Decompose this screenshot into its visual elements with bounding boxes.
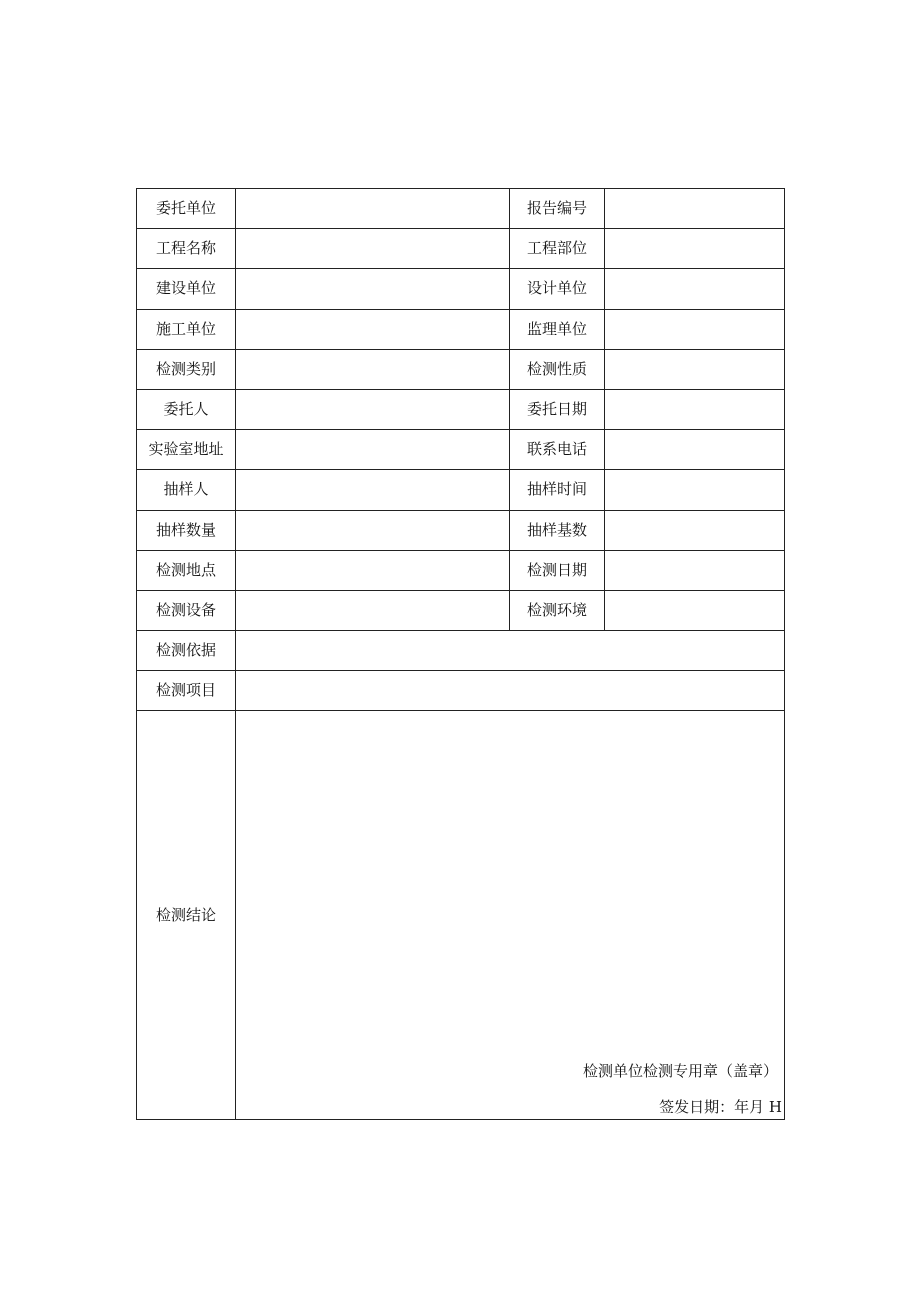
contact-phone-label: 联系电话 (510, 430, 605, 470)
conclusion-field[interactable] (236, 711, 785, 1120)
contractor-unit-field[interactable] (236, 309, 510, 349)
conclusion-label: 检测结论 (137, 711, 236, 1120)
lab-address-label: 实验室地址 (137, 430, 236, 470)
test-date-label: 检测日期 (510, 550, 605, 590)
form-row-test-location (137, 550, 785, 590)
sample-base-label: 抽样基数 (510, 510, 605, 550)
design-unit-field[interactable] (605, 269, 785, 309)
test-environment-label: 检测环境 (510, 590, 605, 630)
project-name-label: 工程名称 (137, 229, 236, 269)
project-part-field[interactable] (605, 229, 785, 269)
test-nature-label: 检测性质 (510, 349, 605, 389)
issue-date (659, 1100, 782, 1115)
form-row-lab-address (137, 430, 785, 470)
contractor-unit-label: 施工单位 (137, 309, 236, 349)
sampler-label: 抽样人 (137, 470, 236, 510)
design-unit-label: 设计单位 (510, 269, 605, 309)
form-row-sample-quantity (137, 510, 785, 550)
sample-quantity-field[interactable] (236, 510, 510, 550)
form-row-project-name (137, 229, 785, 269)
form-row-sampler (137, 470, 785, 510)
project-name-field[interactable] (236, 229, 510, 269)
test-basis-field[interactable] (236, 631, 785, 671)
client-unit-field[interactable] (236, 189, 510, 229)
supervision-unit-field[interactable] (605, 309, 785, 349)
issue-date-value: 年月 H (734, 1098, 782, 1117)
report-number-label: 报告编号 (510, 189, 605, 229)
form-row-conclusion (137, 711, 785, 1120)
test-location-label: 检测地点 (137, 550, 236, 590)
test-date-field[interactable] (605, 550, 785, 590)
project-part-label: 工程部位 (510, 229, 605, 269)
form-row-contractor (137, 309, 785, 349)
test-environment-field[interactable] (605, 590, 785, 630)
test-equipment-field[interactable] (236, 590, 510, 630)
test-nature-field[interactable] (605, 349, 785, 389)
test-category-label: 检测类别 (137, 349, 236, 389)
test-equipment-label: 检测设备 (137, 590, 236, 630)
supervision-unit-label: 监理单位 (510, 309, 605, 349)
commission-date-field[interactable] (605, 389, 785, 429)
contact-phone-field[interactable] (605, 430, 785, 470)
client-person-field[interactable] (236, 389, 510, 429)
sampling-time-label: 抽样时间 (510, 470, 605, 510)
client-unit-label: 委托单位 (137, 189, 236, 229)
client-person-label: 委托人 (137, 389, 236, 429)
test-items-label: 检测项目 (137, 671, 236, 711)
owner-unit-label: 建设单位 (137, 269, 236, 309)
form-row-test-items (137, 671, 785, 711)
report-number-field[interactable] (605, 189, 785, 229)
form-row-client-person (137, 389, 785, 429)
sampling-time-field[interactable] (605, 470, 785, 510)
test-location-field[interactable] (236, 550, 510, 590)
inspection-report-form (136, 188, 785, 1120)
lab-address-field[interactable] (236, 430, 510, 470)
sample-base-field[interactable] (605, 510, 785, 550)
form-row-test-equipment (137, 590, 785, 630)
sampler-field[interactable] (236, 470, 510, 510)
test-category-field[interactable] (236, 349, 510, 389)
issue-date-label: 签发日期： (659, 1098, 735, 1117)
form-row-test-category (137, 349, 785, 389)
sample-quantity-label: 抽样数量 (137, 510, 236, 550)
form-row-construction-owner (137, 269, 785, 309)
test-basis-label: 检测依据 (137, 631, 236, 671)
test-items-field[interactable] (236, 671, 785, 711)
form-row-test-basis (137, 631, 785, 671)
stamp-note: 检测单位检测专用章（盖章） (582, 1062, 778, 1081)
owner-unit-field[interactable] (236, 269, 510, 309)
form-row-client-unit (137, 189, 785, 229)
commission-date-label: 委托日期 (510, 389, 605, 429)
